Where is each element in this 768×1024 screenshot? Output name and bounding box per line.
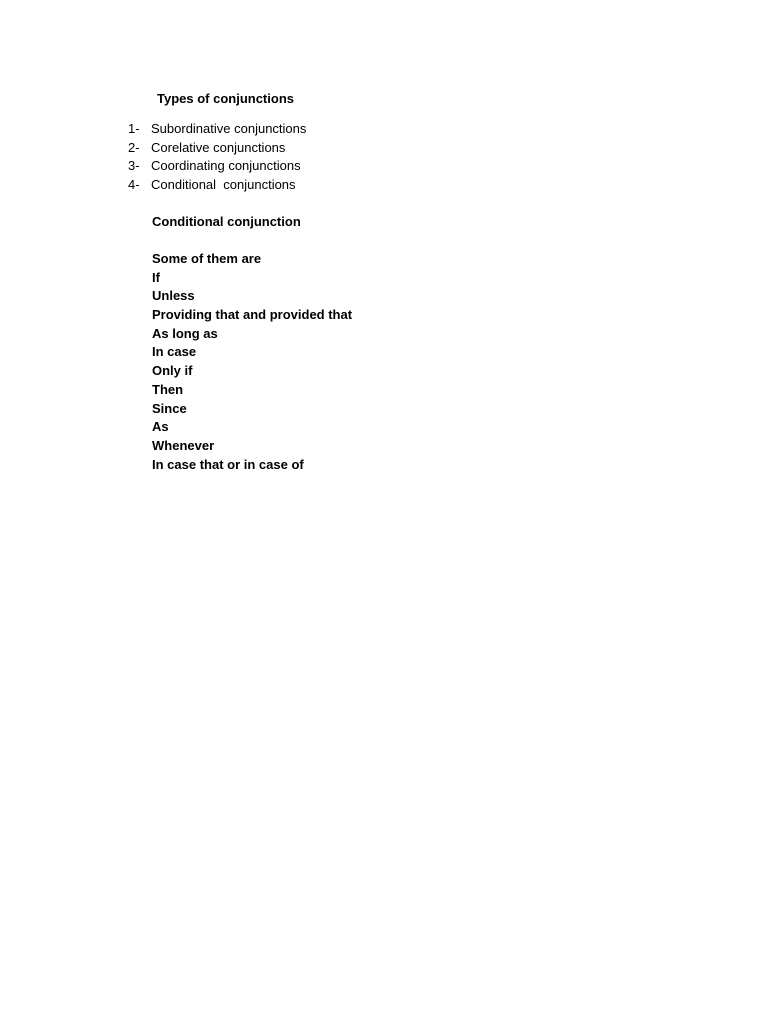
list-item: As [152, 419, 169, 435]
list-item-number: 4- [128, 177, 140, 193]
list-item [128, 139, 306, 158]
list-item: Only if [152, 363, 193, 379]
conjunction-types-list [128, 120, 306, 195]
list-item [128, 176, 306, 195]
list-item: Unless [152, 288, 195, 304]
list-item: As long as [152, 325, 218, 341]
list-item [128, 157, 306, 176]
list-item: Then [152, 381, 184, 397]
list-item: If [152, 269, 160, 285]
list-item: Whenever [152, 437, 215, 453]
section-heading: Conditional conjunction [152, 214, 301, 229]
list-item: Since [152, 400, 187, 416]
list-item-label: Subordinative conjunctions [151, 121, 307, 136]
list-item: Providing that and provided that [152, 307, 353, 323]
intro-line: Some of them are [152, 251, 262, 266]
list-item-number: 3- [128, 158, 140, 174]
list-item-label: Coordinating conjunctions [151, 158, 301, 174]
list-item: In case [152, 344, 197, 360]
list-item-number: 2- [128, 139, 140, 155]
conditional-examples-list [152, 250, 352, 474]
list-item: In case that or in case of [152, 456, 304, 472]
list-item-label: Conditional conjunctions [151, 177, 296, 193]
document-title: Types of conjunctions [157, 91, 294, 106]
list-item [128, 120, 306, 139]
list-item-label: Corelative conjunctions [151, 139, 286, 155]
list-item-number: 1- [128, 121, 140, 136]
